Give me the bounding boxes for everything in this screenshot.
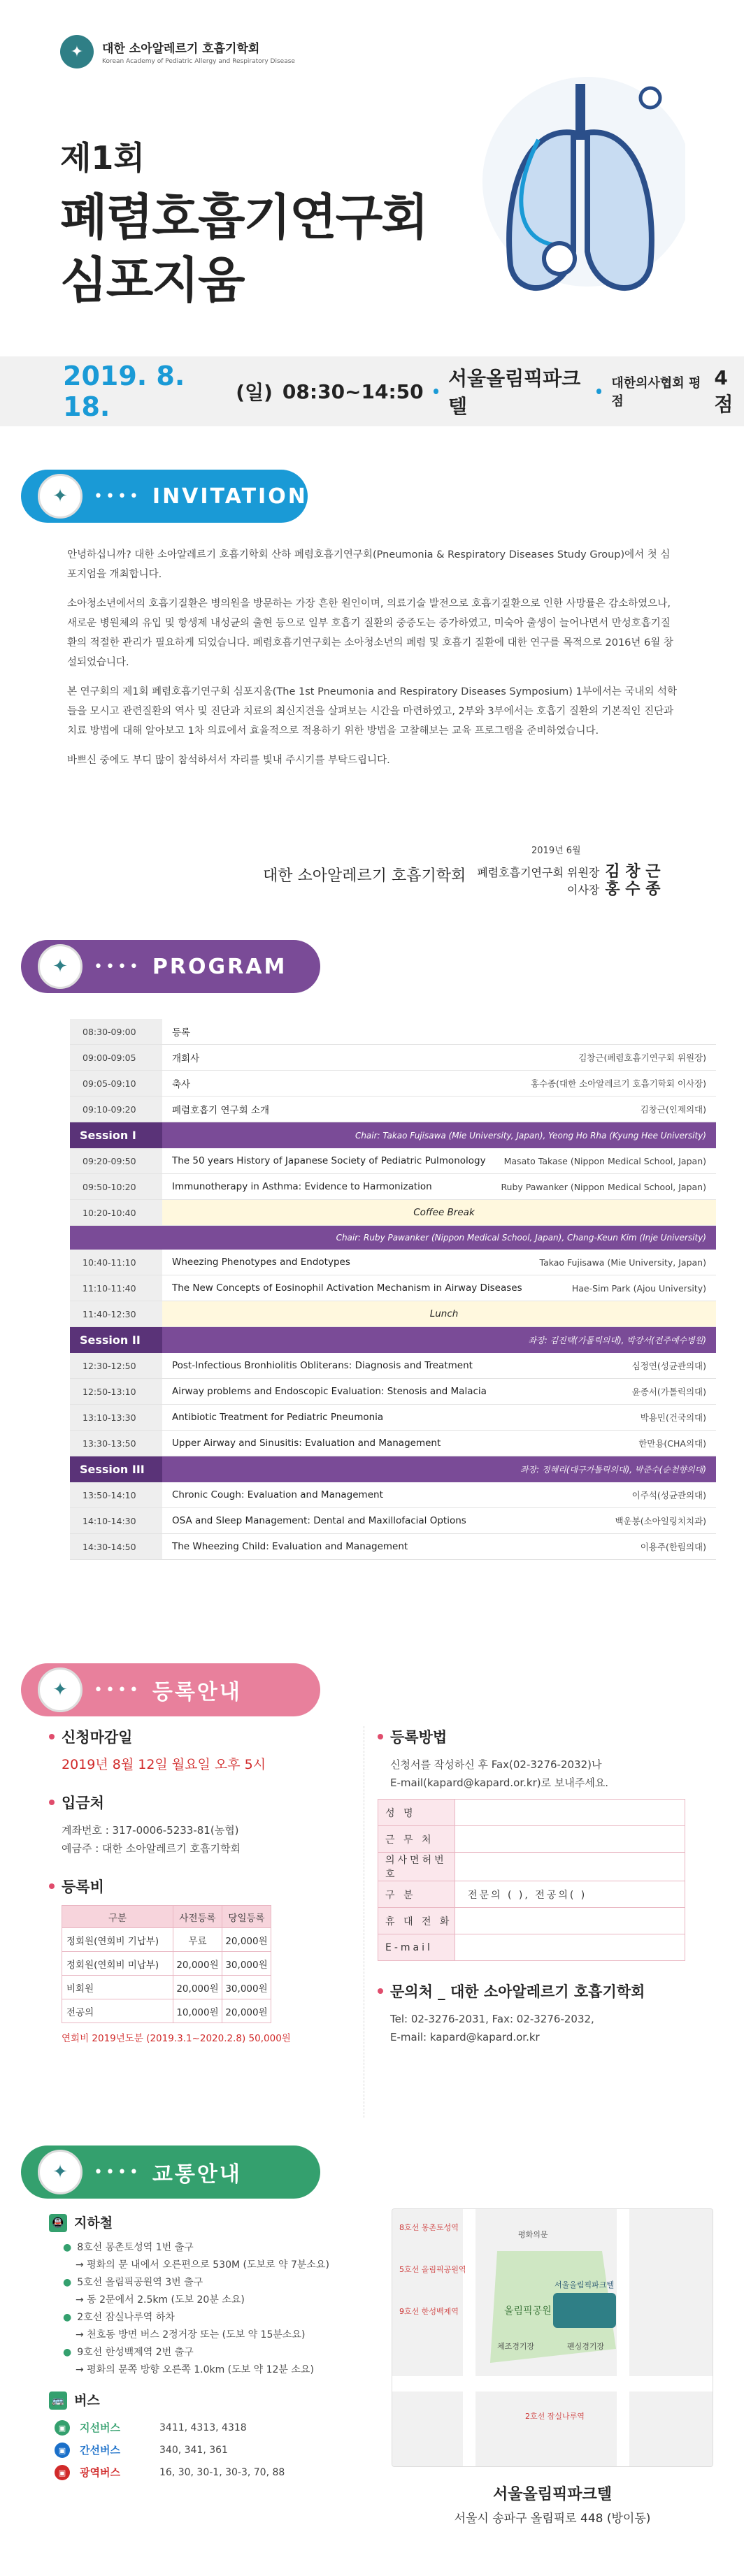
signature-org: 대한 소아알레르기 호흡기학회 [263, 867, 466, 885]
form-row [378, 1826, 685, 1853]
fee-pre: 20,000원 [173, 1976, 222, 1999]
transport-info [49, 2214, 378, 2484]
bus-icon: ▣ [55, 2443, 70, 2458]
program-row [70, 1379, 716, 1405]
program-speaker: 한만용(CHA의대) [638, 1438, 706, 1449]
bullet-icon: ● [63, 2242, 72, 2253]
map-caption [392, 2482, 713, 2526]
program-row [70, 1482, 716, 1508]
map-label-park: 올림픽공원 [504, 2306, 552, 2317]
form-row [378, 1881, 685, 1908]
contact-phone: Tel: 02-3276-2031, Fax: 02-3276-2032, [390, 2013, 594, 2025]
form-row [378, 1800, 685, 1826]
form-label: 휴 대 전 화 [378, 1908, 455, 1934]
program-title: The New Concepts of Eosinophil Activation Mechanism in Airway Diseases [172, 1282, 522, 1294]
bullet-icon [49, 1800, 55, 1805]
program-title: 등록 [172, 1027, 191, 1039]
program-title: The Wheezing Child: Evaluation and Management [172, 1541, 408, 1552]
bullet-icon: ● [63, 2312, 72, 2323]
program-row [70, 1508, 716, 1534]
signature-names [477, 864, 660, 899]
subway-heading: 🚇 지하철 [49, 2214, 378, 2232]
invitation-date: 2019년 6월 [531, 846, 581, 856]
separator-dot [434, 389, 438, 394]
fee-row [62, 1999, 271, 2023]
session-header [70, 1327, 716, 1353]
fee-row [62, 1952, 271, 1976]
session-chair: 좌장: 정혜리(대구가톨릭의대), 박준수(순천향의대) [520, 1465, 706, 1475]
session-chair: Chair: Takao Fujisawa (Mie University, Japan), Yeong Ho Rha (Kyung Hee University) [355, 1130, 706, 1141]
program-row [70, 1097, 716, 1122]
fee-row [62, 1928, 271, 1952]
fee-onsite: 20,000원 [222, 1999, 271, 2023]
subway-text: 9호선 한성백제역 2번 출구 [77, 2347, 194, 2358]
map-label-station: 5호선 올림픽공원역 [399, 2265, 466, 2274]
fee-pre: 10,000원 [173, 1999, 222, 2023]
contact-heading: 문의처 _ 대한 소아알레르기 호흡기학회 [378, 1981, 699, 2002]
session-name: Session I [70, 1122, 162, 1148]
method-heading: 등록방법 [378, 1726, 699, 1747]
program-time: 12:50-13:10 [70, 1379, 162, 1404]
program-title: The 50 years History of Japanese Society of Pediatric Pulmonology [172, 1155, 486, 1166]
fee-pre: 무료 [173, 1928, 222, 1952]
section-transport [21, 2146, 320, 2199]
subway-text: → 천호동 방면 버스 2정거장 또는 (도보 약 15분소요) [76, 2329, 306, 2340]
session-name: Session III [70, 1456, 162, 1482]
bus-type: 광역버스 [80, 2466, 120, 2479]
program-row [70, 1431, 716, 1456]
section-title: INVITATION [152, 484, 308, 509]
event-credit-points: 4점 [714, 366, 734, 416]
header [0, 0, 744, 356]
form-label: 의사면허번호 [378, 1853, 455, 1881]
program-title: Post-Infectious Bronhiolitis Obliterans: Diagnosis and Treatment [172, 1360, 473, 1371]
fee-col-header: 구분 [62, 1906, 173, 1928]
bus-row [49, 2417, 378, 2439]
form-field[interactable]: 전문의 ( ), 전공의( ) [455, 1881, 685, 1908]
break-title: Coffee Break [162, 1200, 716, 1225]
deadline-heading: 신청마감일 [49, 1726, 357, 1747]
subway-text: 5호선 올림픽공원역 3번 출구 [77, 2277, 203, 2288]
program-speaker: 김창근(폐렴호흡기연구회 위원장) [578, 1052, 706, 1063]
subway-text: → 평화의 문쪽 방향 오른쪽 1.0km (도보 약 12분 소요) [76, 2364, 314, 2375]
form-label: 성 명 [378, 1800, 455, 1826]
org-emblem-icon: ✦ [38, 474, 83, 519]
form-field[interactable] [455, 1908, 685, 1934]
subway-text: → 동 2문에서 2.5km (도보 20분 소요) [76, 2294, 245, 2306]
session-header [70, 1456, 716, 1482]
map-label-station: 8호선 몽촌토성역 [399, 2223, 459, 2232]
section-title: PROGRAM [152, 954, 287, 979]
subway-item [49, 2361, 378, 2379]
break-time: 11:40-12:30 [70, 1301, 162, 1326]
bullet-icon [49, 1734, 55, 1739]
bus-heading: 🚌 버스 [49, 2392, 378, 2410]
org-logo-icon: ✦ [60, 35, 94, 68]
session-header [70, 1122, 716, 1148]
event-time: 08:30~14:50 [282, 379, 424, 403]
bullet-icon: ● [63, 2347, 72, 2358]
program-title: 개회사 [172, 1053, 200, 1064]
program-time: 13:10-13:30 [70, 1405, 162, 1430]
signature-name: 홍 수 종 [605, 881, 661, 898]
section-title: 교통안내 [152, 2162, 242, 2187]
fee-category: 전공의 [62, 1999, 173, 2023]
program-time: 09:10-09:20 [70, 1097, 162, 1122]
session-chair: 좌장: 김진택(가톨릭의대), 박강서(전주예수병원) [528, 1336, 706, 1345]
subway-item [49, 2344, 378, 2361]
fee-category: 비회원 [62, 1976, 173, 1999]
deadline-value: 2019년 8월 12일 월요일 오후 5시 [62, 1757, 266, 1772]
subway-item [49, 2309, 378, 2327]
method-text: E-mail(kapard@kapard.or.kr)로 보내주세요. [390, 1777, 609, 1789]
map-label-station: 9호선 한성백제역 [399, 2307, 459, 2316]
program-row [70, 1353, 716, 1379]
section-program [21, 940, 320, 993]
program-speaker: Masato Takase (Nippon Medical School, Japan) [503, 1155, 706, 1166]
program-speaker: 이주석(성균관의대) [631, 1490, 706, 1500]
program-speaker: 심정연(성균관의대) [631, 1361, 706, 1371]
form-label: E-mail [378, 1934, 455, 1961]
org-name-en: Korean Academy of Pediatric Allergy and Respiratory Disease [102, 58, 295, 65]
session-name: Session II [70, 1327, 162, 1353]
title-edition: 제1회 [60, 139, 145, 177]
program-row [70, 1045, 716, 1071]
account-holder: 예금주 : 대한 소아알레르기 호흡기학회 [62, 1842, 241, 1855]
bus-icon: ▣ [55, 2420, 70, 2436]
bus-numbers: 3411, 4313, 4318 [159, 2422, 247, 2433]
program-title: Chronic Cough: Evaluation and Management [172, 1489, 383, 1500]
bullet-icon [49, 1883, 55, 1889]
fee-col-header: 사전등록 [173, 1906, 222, 1928]
subway-text: → 평화의 문 내에서 오른편으로 530M (도보로 약 7분소요) [76, 2259, 329, 2271]
map-title: 서울올림픽파크텔 [492, 2486, 613, 2503]
invitation-paragraph: 바쁘신 중에도 부디 많이 참석하셔서 자리를 빛내 주시기를 부탁드립니다. [67, 755, 390, 766]
subway-item [49, 2257, 378, 2274]
form-label: 구 분 [378, 1881, 455, 1908]
program-time: 12:30-12:50 [70, 1353, 162, 1378]
section-dots: •••• [94, 2163, 141, 2181]
section-title: 등록안내 [152, 1680, 242, 1705]
location-map [392, 2208, 713, 2467]
method-text: 신청서를 작성하신 후 Fax(02-3276-2032)나 [390, 1758, 602, 1771]
account-number: 계좌번호 : 317-0006-5233-81(농협) [62, 1824, 239, 1837]
program-speaker: 홍수종(대한 소아알레르기 호흡기학회 이사장) [530, 1078, 706, 1089]
program-time: 14:30-14:50 [70, 1534, 162, 1559]
fee-table [62, 1905, 271, 2023]
program-speaker: 김창근(인제의대) [640, 1104, 706, 1115]
invitation-paragraph: 본 연구회의 제1회 폐렴호흡기연구회 심포지움(The 1st Pneumonia and Respiratory Diseases Symposium) 1부에서는 국내외 석학들을 모시고 관련질환의 역사 및 진단과 치료의 최신지견을 살펴보는 시간을 마련하였고, 2부와 3부에서는 호흡기 질환의 기본적인 진단과 치료 방법에 대해 알아보고 1차 의료에서 효율적으로 적용하기 위한 방법을 고찰해보는 교육 프로그램을 준비하였습니다. [67, 686, 678, 737]
form-label: 근 무 처 [378, 1826, 455, 1853]
program-time: 09:00-09:05 [70, 1045, 162, 1070]
section-registration [21, 1663, 320, 1716]
org-name-ko: 대한 소아알레르기 호흡기학회 [102, 42, 260, 56]
map-address: 서울시 송파구 올림픽로 448 (방이동) [454, 2512, 651, 2526]
program-title: 축사 [172, 1079, 191, 1090]
program-row [70, 1174, 716, 1200]
map-label-gate: 평화의문 [518, 2230, 548, 2239]
map-label-station: 2호선 잠실나루역 [525, 2412, 585, 2421]
break-row [70, 1301, 716, 1327]
section-dots: •••• [94, 487, 141, 505]
subway-text: 8호선 몽촌토성역 1번 출구 [77, 2242, 194, 2253]
bullet-icon [378, 1988, 383, 1994]
fee-col-header: 당일등록 [222, 1906, 271, 1928]
section-invitation [21, 470, 308, 523]
program-time: 13:30-13:50 [70, 1431, 162, 1456]
account-heading: 입금처 [49, 1792, 357, 1813]
program-row [70, 1405, 716, 1431]
event-credit: 대한의사협회 평점 [611, 376, 701, 409]
break-time: 10:20-10:40 [70, 1200, 162, 1225]
form-row [378, 1908, 685, 1934]
form-field[interactable] [455, 1826, 685, 1853]
subway-item [49, 2292, 378, 2309]
program-table [70, 1019, 716, 1560]
subway-text: 2호선 잠실나루역 하차 [77, 2312, 175, 2323]
org-logo [60, 35, 295, 68]
program-row [70, 1148, 716, 1174]
program-speaker: 백운봉(소아일링치치과) [615, 1516, 706, 1526]
program-speaker: Takao Fujisawa (Mie University, Japan) [539, 1257, 706, 1268]
fee-onsite: 30,000원 [222, 1976, 271, 1999]
program-title: Immunotherapy in Asthma: Evidence to Harmonization [172, 1181, 432, 1192]
fee-category: 정회원(연회비 미납부) [62, 1952, 173, 1976]
map-label-hotel: 서울올림픽파크텔 [555, 2280, 615, 2289]
program-row [70, 1534, 716, 1560]
program-speaker: Ruby Pawanker (Nippon Medical School, Japan) [501, 1181, 706, 1192]
registration-form [378, 1799, 685, 1961]
invitation-paragraph: 안녕하십니까? 대한 소아알레르기 호흡기학회 산하 폐렴호흡기연구회(Pneumonia & Respiratory Diseases Study Group)에서 첫 심포지엄을 개최합니다. [67, 549, 671, 580]
program-row [70, 1071, 716, 1097]
program-row [70, 1019, 716, 1045]
form-row [378, 1934, 685, 1961]
fee-pre: 20,000원 [173, 1952, 222, 1976]
subway-icon: 🚇 [49, 2214, 67, 2232]
bus-numbers: 16, 30, 30-1, 30-3, 70, 88 [159, 2466, 285, 2478]
title-main: 폐렴호흡기연구회 [60, 189, 427, 246]
program-speaker: Hae-Sim Park (Ajou University) [571, 1282, 706, 1294]
program-title: Antibiotic Treatment for Pediatric Pneumonia [172, 1412, 384, 1423]
program-title: Airway problems and Endoscopic Evaluation: Stenosis and Malacia [172, 1386, 487, 1397]
break-title: Lunch [162, 1301, 716, 1326]
program-title: OSA and Sleep Management: Dental and Maxillofacial Options [172, 1515, 466, 1526]
bus-numbers: 340, 341, 361 [159, 2444, 228, 2456]
program-time: 09:50-10:20 [70, 1174, 162, 1199]
fee-onsite: 30,000원 [222, 1952, 271, 1976]
map-label-venue: 체조경기장 [497, 2342, 535, 2351]
org-emblem-icon: ✦ [38, 1667, 83, 1712]
bus-row [49, 2439, 378, 2461]
signature [263, 864, 660, 899]
program-row [70, 1275, 716, 1301]
break-row [70, 1200, 716, 1226]
event-venue: 서울올림픽파크텔 [448, 367, 581, 418]
lung-stethoscope-illustration [475, 56, 685, 321]
date-banner [0, 356, 744, 426]
registration-right [378, 1726, 699, 2046]
bus-icon: 🚌 [49, 2392, 67, 2410]
program-time: 08:30-09:00 [70, 1019, 162, 1044]
form-row [378, 1853, 685, 1881]
program-time: 14:10-14:30 [70, 1508, 162, 1533]
bus-icon: ▣ [55, 2465, 70, 2480]
bullet-icon [378, 1734, 383, 1739]
subway-item [49, 2327, 378, 2344]
bullet-icon: ● [63, 2277, 72, 2288]
invitation-paragraph: 소아청소년에서의 호흡기질환은 병의원을 방문하는 가장 흔한 원인이며, 의료기술 발전으로 호흡기질환으로 인한 사망률은 감소하였으나, 새로운 병원체의 유입 및 항생제 내성균의 출현 등으로 일부 호흡기 질환의 중증도는 증가하였고, 미숙아 출생이 늘어나면서 만성호흡기질환의 적절한 관리가 필요하게 되었습니다. 폐렴호흡기연구회는 소아청소년의 폐렴 및 호흡기 질환에 대한 연구를 목적으로 2016년 6월 창설되었습니다. [67, 598, 673, 668]
form-field[interactable] [455, 1853, 685, 1881]
program-time: 13:50-14:10 [70, 1482, 162, 1507]
event-day: (일) [236, 381, 273, 404]
map-label-venue: 펜싱경기장 [567, 2342, 605, 2351]
program-speaker: 박용민(건국의대) [640, 1412, 706, 1423]
section-dots: •••• [94, 957, 141, 976]
bus-type: 간선버스 [80, 2443, 120, 2456]
event-date: 2019. 8. 18. [63, 361, 185, 422]
fee-row [62, 1976, 271, 1999]
form-field[interactable] [455, 1934, 685, 1961]
program-time: 10:40-11:10 [70, 1250, 162, 1275]
title-sub: 심포지움 [60, 252, 244, 309]
signature-role: 이사장 [567, 883, 600, 897]
program-row [70, 1250, 716, 1275]
bus-type: 지선버스 [80, 2421, 120, 2434]
program-time: 09:05-09:10 [70, 1071, 162, 1096]
signature-role: 폐렴호흡기연구회 위원장 [477, 866, 600, 879]
section-dots: •••• [94, 1681, 141, 1699]
org-emblem-icon: ✦ [38, 2150, 83, 2194]
fee-heading: 등록비 [49, 1876, 357, 1897]
program-time: 11:10-11:40 [70, 1275, 162, 1301]
registration-left [49, 1726, 357, 2044]
fee-onsite: 20,000원 [222, 1928, 271, 1952]
fee-category: 정회원(연회비 기납부) [62, 1928, 173, 1952]
invitation-text [67, 545, 678, 780]
program-title: Upper Airway and Sinusitis: Evaluation and Management [172, 1438, 441, 1449]
form-field[interactable] [455, 1800, 685, 1826]
program-time: 09:20-09:50 [70, 1148, 162, 1173]
subway-item [49, 2239, 378, 2257]
bus-row [49, 2461, 378, 2484]
program-title: Wheezing Phenotypes and Endotypes [172, 1257, 350, 1268]
program-speaker: 윤종서(가톨릭의대) [631, 1387, 706, 1397]
fee-note: 연회비 2019년도분 (2019.3.1~2020.2.8) 50,000원 [62, 2033, 291, 2044]
subway-item [49, 2274, 378, 2292]
program-speaker: 이용주(한림의대) [640, 1542, 706, 1552]
org-emblem-icon: ✦ [38, 944, 83, 989]
program-title: 폐렴호흡기 연구회 소개 [172, 1105, 269, 1116]
separator-dot [596, 389, 601, 394]
contact-email: E-mail: kapard@kapard.or.kr [390, 2031, 540, 2043]
session-chair-row: Chair: Ruby Pawanker (Nippon Medical School, Japan), Chang-Keun Kim (Inje University) [70, 1226, 716, 1250]
signature-name: 김 창 근 [605, 863, 661, 881]
